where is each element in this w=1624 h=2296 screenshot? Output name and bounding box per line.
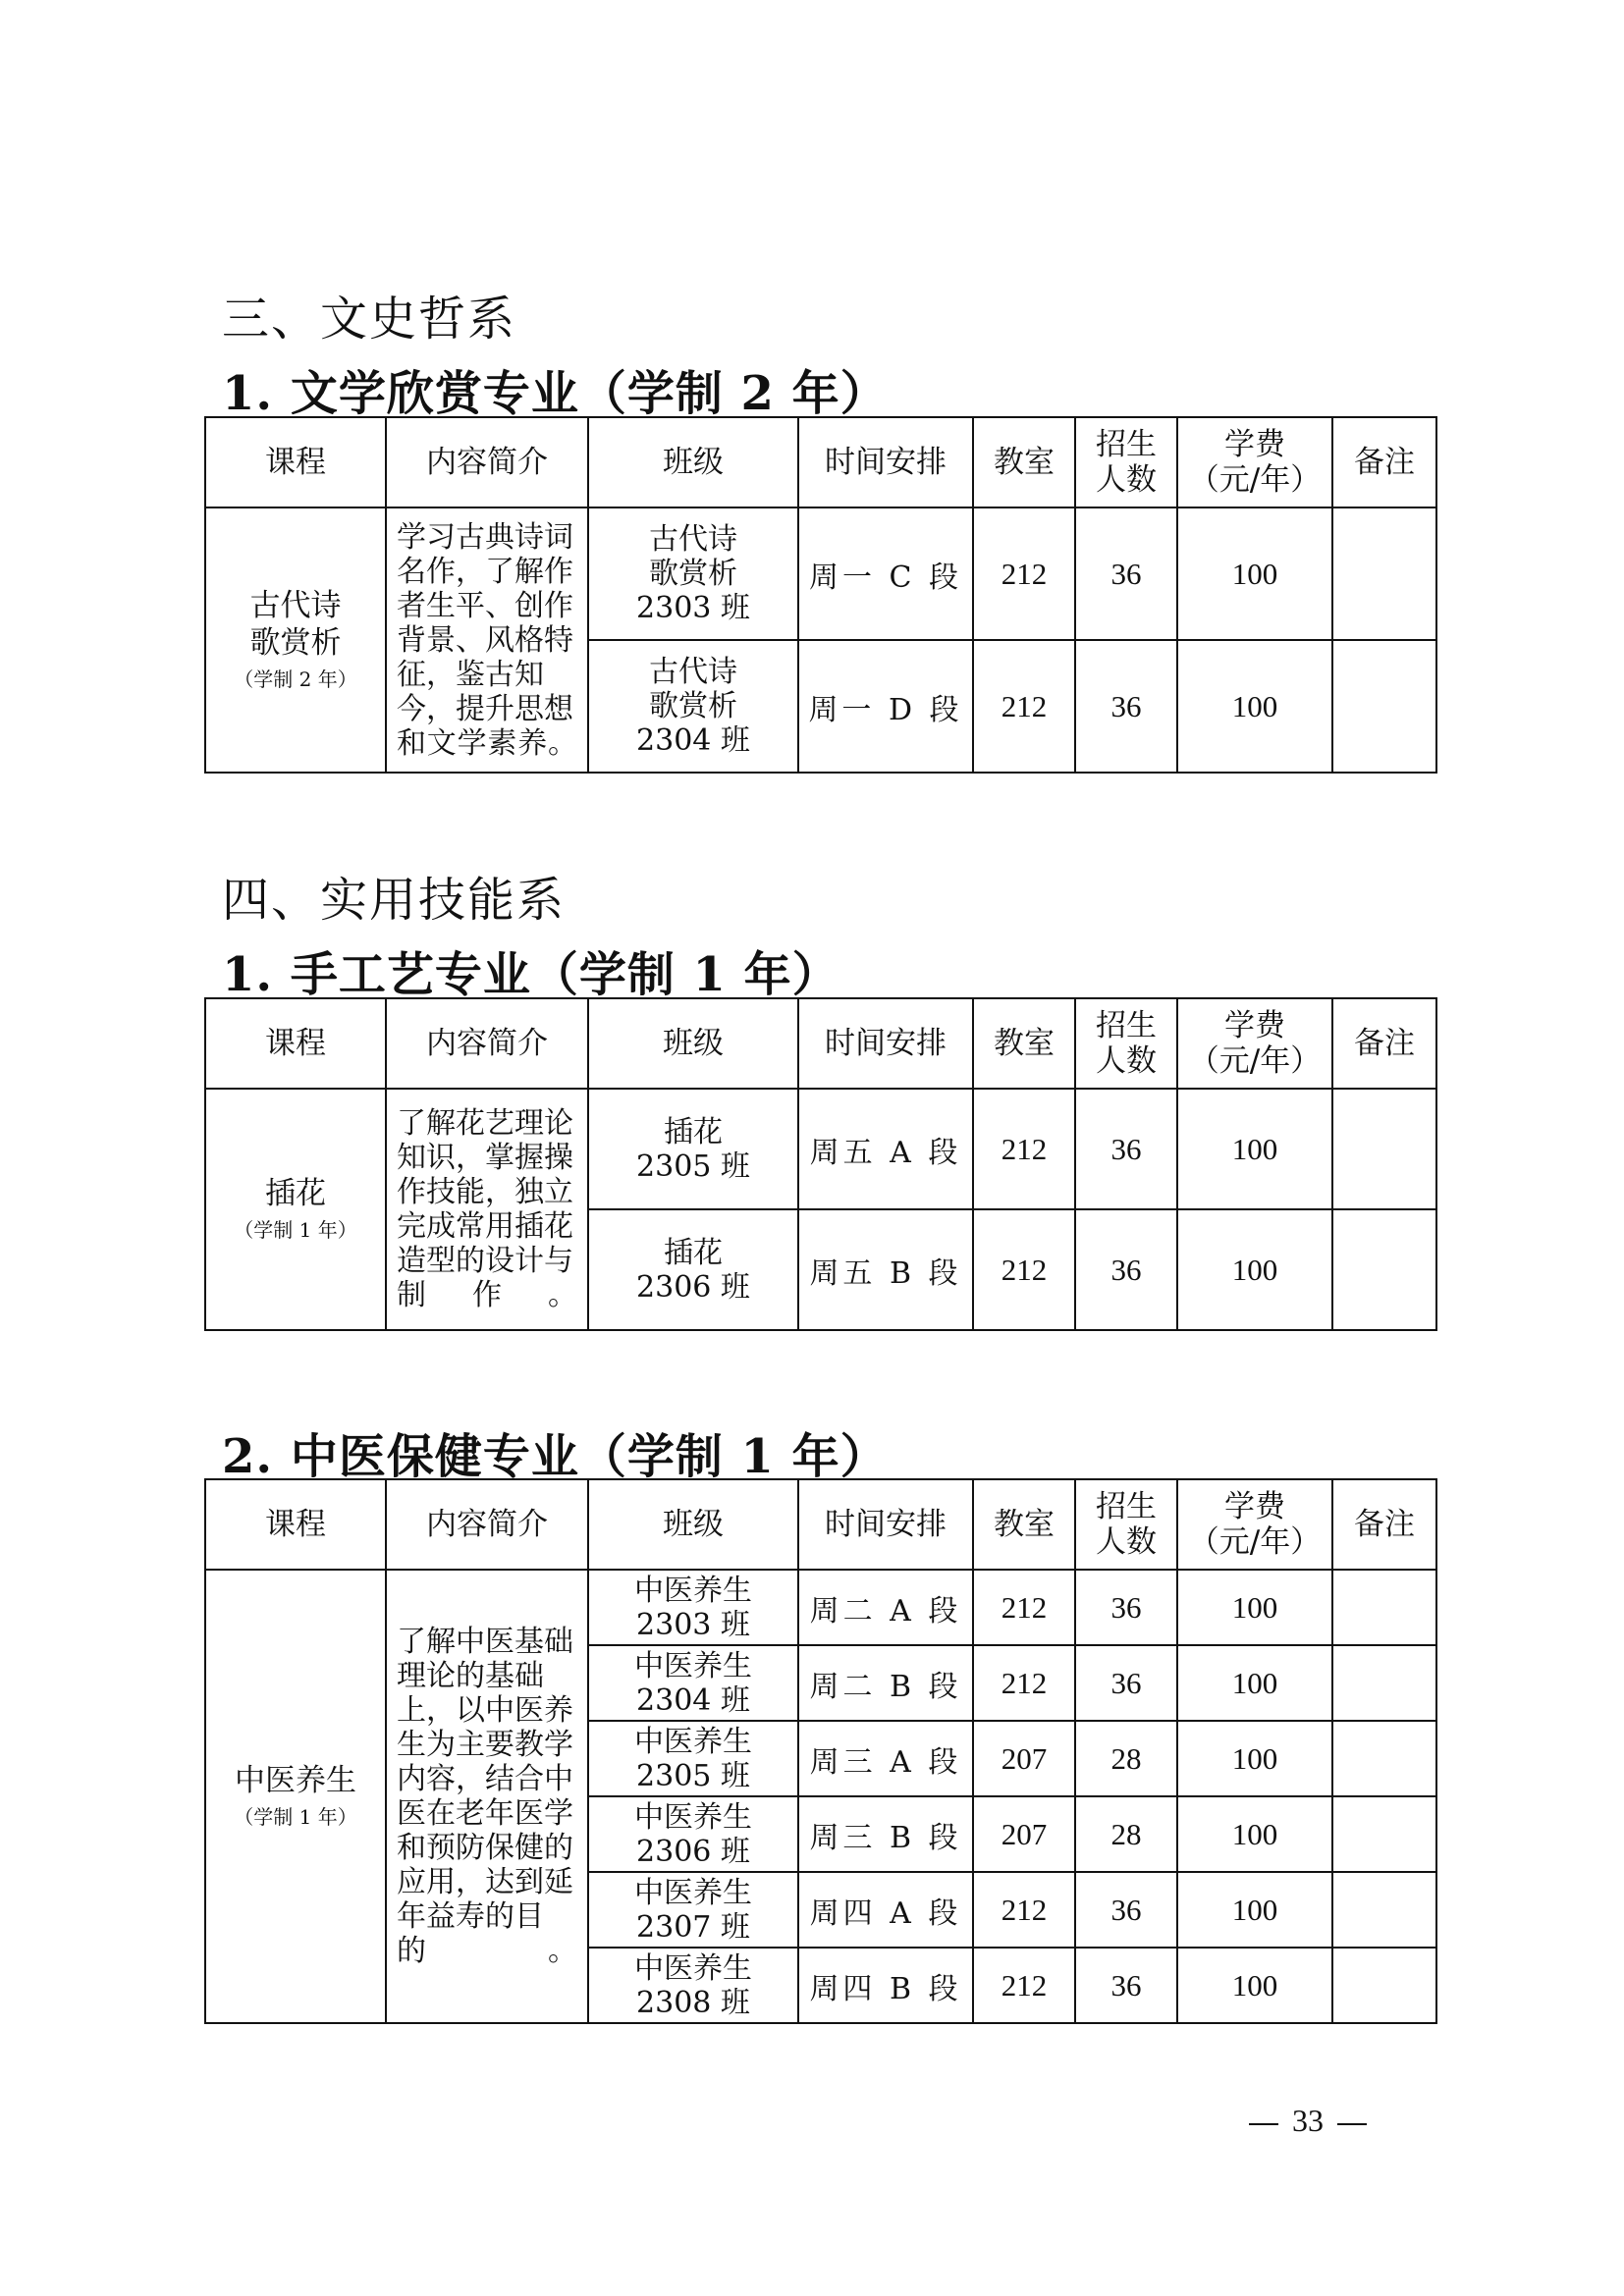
fee-cell: 100 [1177,1796,1332,1872]
class-cell: 中医养生 2307 班 [588,1872,798,1948]
table-row [205,1089,1436,1209]
fee-cell: 100 [1177,1948,1332,2023]
fee-cell: 100 [1177,1089,1332,1209]
header-enroll: 招生 人数 [1075,417,1177,507]
header-class: 班级 [588,1479,798,1570]
page-number [1235,2103,1380,2139]
page-number-dash-left [1249,2123,1278,2125]
table-header-row [205,998,1436,1089]
room-cell: 212 [973,1948,1075,2023]
department-heading: 四、实用技能系 [222,873,567,928]
note-cell [1332,1570,1436,1645]
header-course: 课程 [205,998,386,1089]
fee-cell: 100 [1177,1209,1332,1330]
note-cell [1332,1089,1436,1209]
header-time: 时间安排 [798,1479,973,1570]
note-cell [1332,1721,1436,1796]
note-cell [1332,1796,1436,1872]
time-cell: 周三 A 段 [798,1721,973,1796]
enroll-cell: 36 [1075,1872,1177,1948]
time-cell: 周四 B 段 [798,1948,973,2023]
class-cell: 插花 2306 班 [588,1209,798,1330]
time-cell: 周二 B 段 [798,1645,973,1721]
time-cell: 周四 A 段 [798,1872,973,1948]
class-cell: 中医养生 2304 班 [588,1645,798,1721]
class-cell: 古代诗歌赏析 2304 班 [588,640,798,773]
schedule-table [204,416,1437,774]
time-cell: 周五 A 段 [798,1089,973,1209]
header-fee: 学费 （元/年） [1177,1479,1332,1570]
enroll-cell: 36 [1075,507,1177,640]
major-title: 1. 手工艺专业（学制 1 年） [222,947,840,1002]
fee-cell: 100 [1177,1872,1332,1948]
enroll-cell: 28 [1075,1721,1177,1796]
description-cell: 了解中医基础理论的基础上，以中医养生为主要教学内容，结合中医在老年医学和预防保健的应用，达到延年益寿的目的。 [386,1570,588,2023]
fee-cell: 100 [1177,507,1332,640]
class-cell: 中医养生 2308 班 [588,1948,798,2023]
room-cell: 207 [973,1796,1075,1872]
course-cell: 中医养生 （学制 1 年） [205,1570,386,2023]
header-course: 课程 [205,417,386,507]
room-cell: 212 [973,1209,1075,1330]
time-cell: 周一 C 段 [798,507,973,640]
header-description: 内容简介 [386,1479,588,1570]
description-cell: 学习古典诗词名作，了解作者生平、创作背景、风格特征，鉴古知今，提升思想和文学素养。 [386,507,588,773]
header-class: 班级 [588,417,798,507]
room-cell: 207 [973,1721,1075,1796]
table-row [205,1570,1436,1645]
header-description: 内容简介 [386,998,588,1089]
time-cell: 周五 B 段 [798,1209,973,1330]
fee-cell: 100 [1177,640,1332,773]
header-description: 内容简介 [386,417,588,507]
header-fee: 学费 （元/年） [1177,417,1332,507]
header-room: 教室 [973,417,1075,507]
enroll-cell: 36 [1075,1089,1177,1209]
description-cell: 了解花艺理论知识，掌握操作技能，独立完成常用插花造型的设计与制作。 [386,1089,588,1330]
class-cell: 插花 2305 班 [588,1089,798,1209]
enroll-cell: 36 [1075,640,1177,773]
note-cell [1332,1948,1436,2023]
time-cell: 周二 A 段 [798,1570,973,1645]
room-cell: 212 [973,1570,1075,1645]
note-cell [1332,640,1436,773]
table-header-row [205,417,1436,507]
fee-cell: 100 [1177,1570,1332,1645]
enroll-cell: 36 [1075,1209,1177,1330]
room-cell: 212 [973,507,1075,640]
course-cell: 古代诗歌赏析 （学制 2 年） [205,507,386,773]
note-cell [1332,507,1436,640]
major-title: 1. 文学欣赏专业（学制 2 年） [222,366,889,421]
enroll-cell: 28 [1075,1796,1177,1872]
class-cell: 中医养生 2305 班 [588,1721,798,1796]
header-note: 备注 [1332,417,1436,507]
header-room: 教室 [973,998,1075,1089]
page-number-value: 33 [1292,2103,1324,2138]
header-class: 班级 [588,998,798,1089]
note-cell [1332,1209,1436,1330]
header-room: 教室 [973,1479,1075,1570]
table-row [205,507,1436,640]
fee-cell: 100 [1177,1721,1332,1796]
page-number-dash-right [1337,2123,1367,2125]
course-cell: 插花 （学制 1 年） [205,1089,386,1330]
department-heading: 三、文史哲系 [222,292,517,347]
header-time: 时间安排 [798,417,973,507]
note-cell [1332,1872,1436,1948]
header-note: 备注 [1332,1479,1436,1570]
note-cell [1332,1645,1436,1721]
room-cell: 212 [973,1089,1075,1209]
header-enroll: 招生 人数 [1075,1479,1177,1570]
fee-cell: 100 [1177,1645,1332,1721]
enroll-cell: 36 [1075,1570,1177,1645]
time-cell: 周三 B 段 [798,1796,973,1872]
major-title: 2. 中医保健专业（学制 1 年） [222,1429,889,1484]
schedule-table [204,997,1437,1331]
room-cell: 212 [973,1645,1075,1721]
class-cell: 中医养生 2303 班 [588,1570,798,1645]
room-cell: 212 [973,640,1075,773]
header-enroll: 招生 人数 [1075,998,1177,1089]
class-cell: 中医养生 2306 班 [588,1796,798,1872]
room-cell: 212 [973,1872,1075,1948]
enroll-cell: 36 [1075,1948,1177,2023]
header-course: 课程 [205,1479,386,1570]
time-cell: 周一 D 段 [798,640,973,773]
header-time: 时间安排 [798,998,973,1089]
header-fee: 学费 （元/年） [1177,998,1332,1089]
class-cell: 古代诗歌赏析 2303 班 [588,507,798,640]
schedule-table [204,1478,1437,2024]
header-note: 备注 [1332,998,1436,1089]
enroll-cell: 36 [1075,1645,1177,1721]
table-header-row [205,1479,1436,1570]
